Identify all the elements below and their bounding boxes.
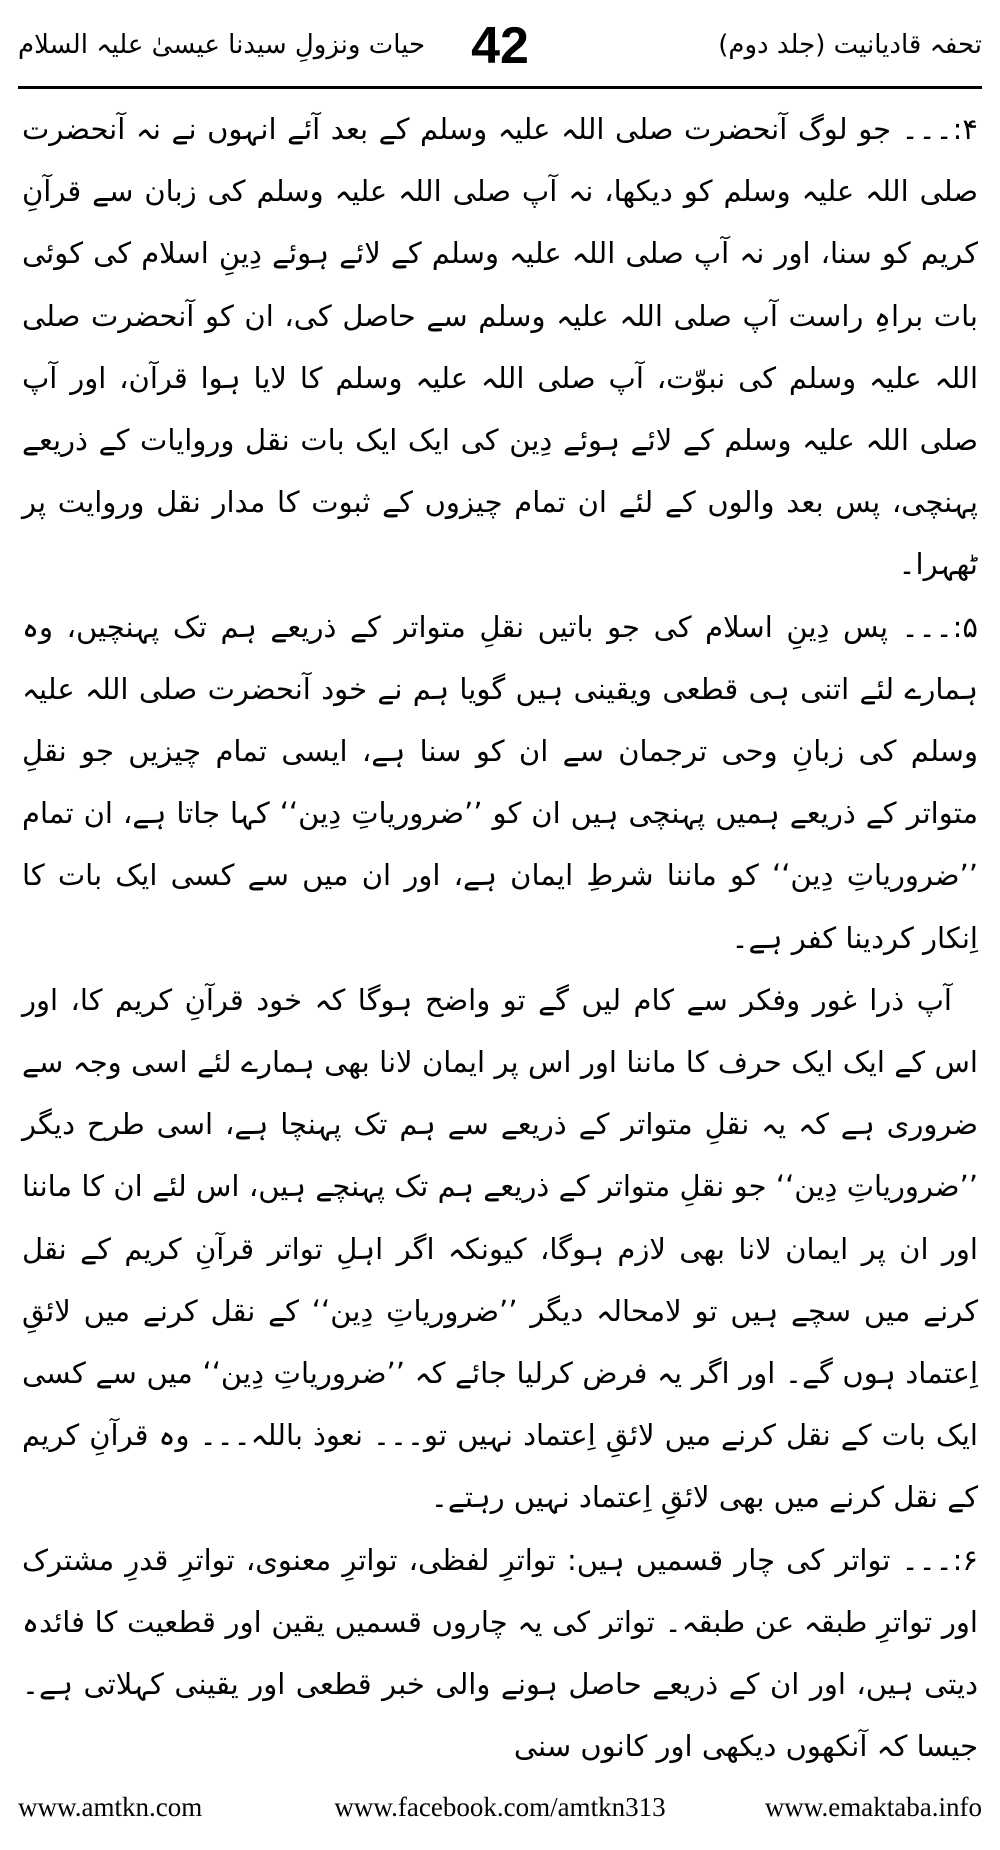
paragraph-5: ۵:۔۔۔ پس دِینِ اسلام کی جو باتیں نقلِ متواتر کے ذریعے ہم تک پہنچیں، وہ ہمارے لئے اتنی ہی قطعی ویقینی ہیں گویا ہم نے خود آنحضرت صلی اللہ علیہ وسلم کی زبانِ وحی ترجمان سے ان کو سنا ہے، ایسی تمام چیزیں جو نقلِ متواتر کے ذریعے ہمیں پہنچی ہیں ان کو ’’ضروریاتِ دِین‘‘ کہا جاتا ہے، ان تمام ’’ضروریاتِ دِین‘‘ کو ماننا شرطِ ایمان ہے، اور ان میں سے کسی ایک بات کا اِنکار کردینا کفر ہے۔ <box>22 609 978 955</box>
book-title: تحفہ قادیانیت (جلد دوم) <box>718 30 982 60</box>
footer-link-facebook[interactable]: www.facebook.com/amtkn313 <box>334 1792 666 1822</box>
page-number: 42 <box>471 17 529 75</box>
page-header <box>18 17 982 82</box>
page-body <box>22 98 978 1778</box>
chapter-title: حیات ونزولِ سیدنا عیسیٰ علیہ السلام <box>18 30 426 60</box>
footer-link-amtkn[interactable]: www.amtkn.com <box>18 1792 203 1822</box>
header-divider <box>18 86 982 89</box>
page-footer <box>18 1792 982 1828</box>
paragraph-6: ۶:۔۔۔ تواتر کی چار قسمیں ہیں: تواترِ لفظی، تواترِ معنوی، تواترِ قدرِ مشترک اور تواترِ طبقہ عن طبقہ۔ تواتر کی یہ چاروں قسمیں یقین اور قطعیت کا فائدہ دیتی ہیں، اور ان کے ذریعے حاصل ہونے والی خبر قطعی اور یقینی کہلاتی ہے۔ جیسا کہ آنکھوں دیکھی اور کانوں سنی <box>22 1542 978 1764</box>
paragraph-4: ۴:۔۔۔ جو لوگ آنحضرت صلی اللہ علیہ وسلم کے بعد آئے انہوں نے نہ آنحضرت صلی اللہ علیہ وسلم کو دیکھا، نہ آپ صلی اللہ علیہ وسلم کی زبان سے قرآنِ کریم کو سنا، اور نہ آپ صلی اللہ علیہ وسلم کے لائے ہوئے دِینِ اسلام کی کوئی بات براہِ راست آپ صلی اللہ علیہ وسلم سے حاصل کی، ان کو آنحضرت صلی اللہ علیہ وسلم کی نبوّت، آپ صلی اللہ علیہ وسلم کا لایا ہوا قرآن، اور آپ صلی اللہ علیہ وسلم کے لائے ہوئے دِین کی ایک ایک بات نقل وروایات کے ذریعے پہنچی، پس بعد والوں کے لئے ان تمام چیزوں کے ثبوت کا مدار نقل وروایت پر ٹھہرا۔ <box>22 112 978 582</box>
paragraph-continuation: آپ ذرا غور وفکر سے کام لیں گے تو واضح ہوگا کہ خود قرآنِ کریم کا، اور اس کے ایک ایک حرف کا ماننا اور اس پر ایمان لانا بھی ہمارے لئے اسی وجہ سے ضروری ہے کہ یہ نقلِ متواتر کے ذریعے سے ہم تک پہنچا ہے، اسی طرح دیگر ’’ضروریاتِ دِین‘‘ جو نقلِ متواتر کے ذریعے ہم تک پہنچے ہیں، اس لئے ان کا ماننا اور ان پر ایمان لانا بھی لازم ہوگا، کیونکہ اگر اہلِ تواتر قرآنِ کریم کے نقل کرنے میں سچے ہیں تو لامحالہ دیگر ’’ضروریاتِ دِین‘‘ کے نقل کرنے میں لائقِ اِعتماد ہوں گے۔ اور اگر یہ فرض کرلیا جائے کہ ’’ضروریاتِ دِین‘‘ میں سے کسی ایک بات کے نقل کرنے میں لائقِ اِعتماد نہیں تو۔۔۔ نعوذ باللہ۔۔۔ وہ قرآنِ کریم کے نقل کرنے میں بھی لائقِ اِعتماد نہیں رہتے۔ <box>22 982 978 1515</box>
footer-link-emaktaba[interactable]: www.emaktaba.info <box>764 1792 982 1822</box>
